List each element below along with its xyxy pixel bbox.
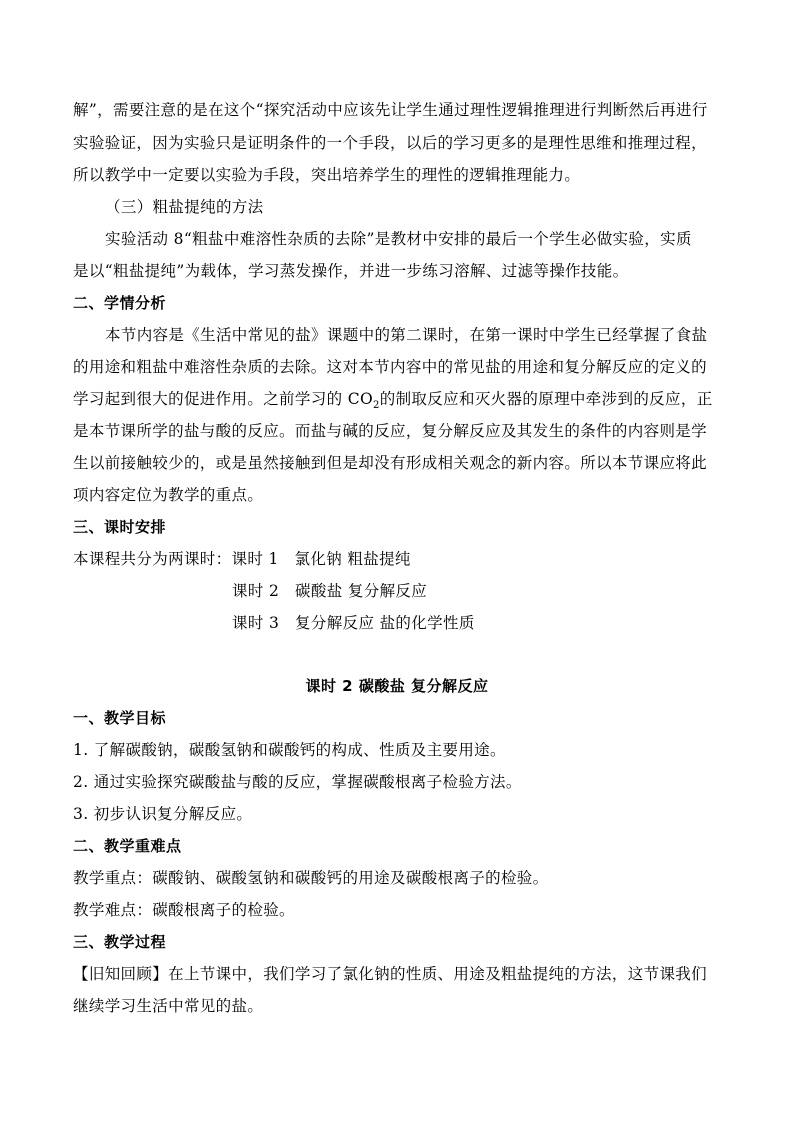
intro-line-2: 实验验证，因为实验只是证明条件的一个手段，以后的学习更多的是理性思维和推理过程， bbox=[73, 134, 708, 152]
subsection-3-line-1: 实验活动 8“粗盐中难溶性杂质的去除”是教材中安排的最后一个学生必做实验，实质 bbox=[105, 230, 692, 248]
schedule-heading: 三、课时安排 bbox=[73, 518, 167, 536]
review-line-1: 【旧知回顾】在上节课中，我们学习了氯化钠的性质、用途及粗盐提纯的方法，这节课我们 bbox=[73, 965, 708, 983]
goal-2: 2. 通过实验探究碳酸盐与酸的反应，掌握碳酸根离子检验方法。 bbox=[73, 773, 522, 791]
goal-1: 1. 了解碳酸钠，碳酸氢钠和碳酸钙的构成、性质及主要用途。 bbox=[73, 741, 506, 759]
learner-analysis-line-3-before: 学习起到很大的促进作用。之前学习的 CO bbox=[73, 390, 373, 408]
schedule-line-1: 本课程共分为两课时：课时 1 氯化钠 粗盐提纯 bbox=[73, 550, 411, 568]
key-point: 教学重点：碳酸钠、碳酸氢钠和碳酸钙的用途及碳酸根离子的检验。 bbox=[73, 869, 549, 887]
review-line-2: 继续学习生活中常见的盐。 bbox=[73, 997, 264, 1015]
learner-analysis-line-3-after: 的制取反应和灭火器的原理中牵涉到的反应，正 bbox=[379, 390, 713, 408]
goal-3: 3. 初步认识复分解反应。 bbox=[73, 805, 253, 823]
intro-line-3: 所以教学中一定要以实验为手段，突出培养学生的理性的逻辑推理能力。 bbox=[73, 166, 581, 184]
learner-analysis-line-4: 是本节课所学的盐与酸的反应。而盐与碱的反应，复分解反应及其发生的条件的内容则是学 bbox=[73, 422, 708, 440]
learner-analysis-heading: 二、学情分析 bbox=[73, 294, 167, 312]
intro-line-1: 解”，需要注意的是在这个“探究活动中应该先让学生通过理性逻辑推理进行判断然后再进行 bbox=[73, 101, 708, 119]
goals-heading: 一、教学目标 bbox=[73, 709, 167, 727]
key-points-heading: 二、教学重难点 bbox=[73, 837, 182, 855]
process-heading: 三、教学过程 bbox=[73, 933, 167, 951]
lesson2-title: 课时 2 碳酸盐 复分解反应 bbox=[305, 677, 489, 695]
learner-analysis-line-5: 生以前接触较少的，或是虽然接触到但是却没有形成相关观念的新内容。所以本节课应将此 bbox=[73, 454, 708, 472]
subsection-3-heading: （三）粗盐提纯的方法 bbox=[105, 198, 264, 216]
learner-analysis-line-1: 本节内容是《生活中常见的盐》课题中的第二课时，在第一课时中学生已经掌握了食盐 bbox=[105, 326, 708, 344]
co2-subscript: 2 bbox=[373, 400, 380, 412]
learner-analysis-line-2: 的用途和粗盐中难溶性杂质的去除。这对本节内容中的常见盐的用途和复分解反应的定义的 bbox=[73, 358, 708, 376]
schedule-line-3: 课时 3 复分解反应 盐的化学性质 bbox=[232, 614, 475, 632]
learner-analysis-line-3 bbox=[73, 389, 713, 412]
subsection-3-line-2: 是以“粗盐提纯”为载体，学习蒸发操作，并进一步练习溶解、过滤等操作技能。 bbox=[73, 262, 629, 280]
difficult-point: 教学难点：碳酸根离子的检验。 bbox=[73, 901, 295, 919]
schedule-line-2: 课时 2 碳酸盐 复分解反应 bbox=[232, 582, 428, 600]
learner-analysis-line-6: 项内容定位为教学的重点。 bbox=[73, 486, 264, 504]
